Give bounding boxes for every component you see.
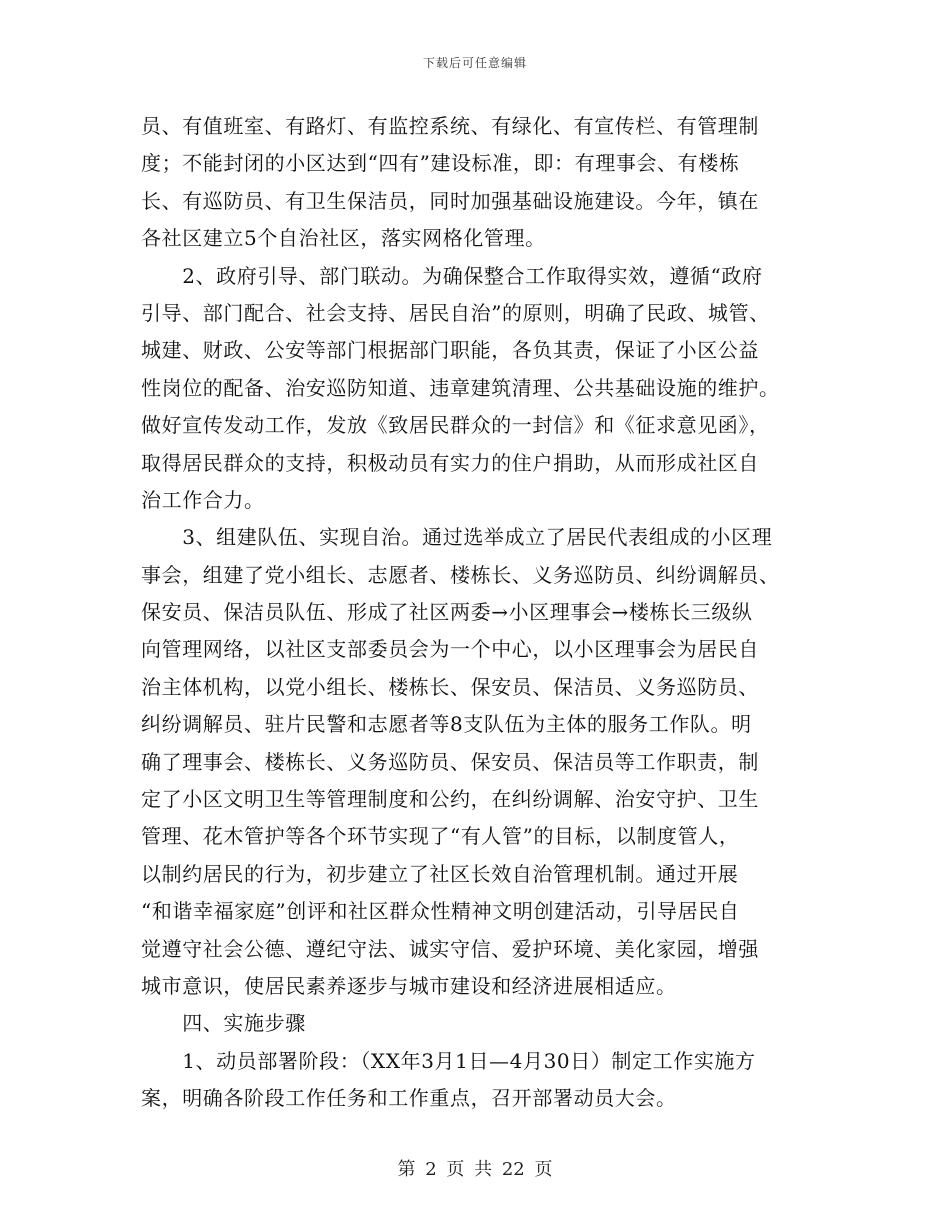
text-line: 员、有值班室、有路灯、有监控系统、有绿化、有宣传栏、有管理制 — [141, 114, 759, 138]
page-header: 下载后可任意编辑 — [422, 56, 527, 70]
text-line: 管理、花木管护等各个环节实现了“有人管”的目标，以制度管人， — [141, 824, 740, 849]
text-line: 治主体机构，以党小组长、楼栋长、保安员、保洁员、义务巡防员、 — [141, 674, 759, 699]
page-footer: 第 2 页 共 22 页 — [397, 1159, 553, 1180]
text-line: 长、有巡防员、有卫生保洁员，同时加强基础设施建设。今年，镇在 — [141, 188, 759, 213]
text-line: 各社区建立5个自治社区，落实网格化管理。 — [141, 226, 546, 251]
text-line: 治工作合力。 — [141, 487, 265, 512]
text-line: 纠纷调解员、驻片民警和志愿者等8支队伍为主体的服务工作队。明 — [141, 712, 752, 737]
text-line: 城市意识，使居民素养逐步与城市建设和经济进展相适应。 — [141, 973, 677, 998]
text-line: 向管理网络，以社区支部委员会为一个中心，以小区理事会为居民自 — [141, 637, 759, 662]
text-line: 性岗位的配备、治安巡防知道、违章建筑清理、公共基础设施的维护。 — [141, 375, 780, 400]
text-line: 定了小区文明卫生等管理制度和公约，在纠纷调解、治安守护、卫生 — [141, 787, 759, 812]
text-line: 取得居民群众的支持，积极动员有实力的住户捐助，从而形成社区自 — [141, 450, 759, 475]
text-line: 做好宣传发动工作，发放《致居民群众的一封信》和《征求意见函》， — [141, 413, 770, 438]
text-line: 事会，组建了党小组长、志愿者、楼栋长、义务巡防员、纠纷调解员、 — [141, 562, 780, 587]
text-line: 3、组建队伍、实现自治。通过选举成立了居民代表组成的小区理 — [141, 525, 773, 550]
text-line: 度；不能封闭的小区达到“四有”建设标准，即：有理事会、有楼栋 — [141, 151, 740, 176]
text-line: 以制约居民的行为，初步建立了社区长效自治管理机制。通过开展 — [141, 861, 739, 886]
text-line: 案，明确各阶段工作任务和工作重点，召开部署动员大会。 — [141, 1086, 677, 1111]
text-line: 觉遵守社会公德、遵纪守法、诚实守信、爱护环境、美化家园，增强 — [141, 936, 759, 961]
text-line: 城建、财政、公安等部门根据部门职能，各负其责，保证了小区公益 — [141, 338, 759, 363]
text-line: 引导、部门配合、社会支持、居民自治”的原则，明确了民政、城管、 — [141, 300, 770, 325]
text-line: 保安员、保洁员队伍、形成了社区两委→小区理事会→楼栋长三级纵 — [141, 600, 753, 625]
text-line: 2、政府引导、部门联动。为确保整合工作取得实效，遵循“政府 — [141, 263, 763, 288]
text-line: “和谐幸福家庭”创评和社区群众性精神文明创建活动，引导居民自 — [141, 899, 740, 924]
body-text — [141, 108, 811, 1118]
text-line: 确了理事会、楼栋长、义务巡防员、保安员、保洁员等工作职责，制 — [141, 749, 759, 774]
section-heading: 四、实施步骤 — [141, 1011, 306, 1036]
text-line: 1、动员部署阶段：（XX年3月1日—4月30日）制定工作实施方 — [141, 1048, 756, 1073]
